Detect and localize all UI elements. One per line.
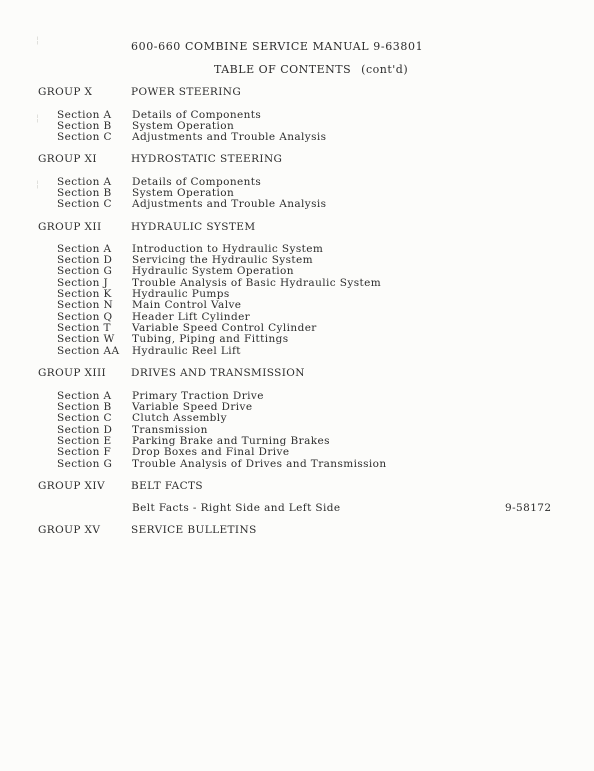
section-label: Section C — [57, 131, 112, 143]
section-label: Section N — [57, 299, 114, 311]
group-title: HYDRAULIC SYSTEM — [131, 221, 256, 233]
section-label: Section C — [57, 198, 112, 210]
section-title: Details of Components — [132, 109, 262, 121]
group-title: POWER STEERING — [131, 86, 242, 98]
section-title: Transmission — [132, 424, 208, 436]
section-label: Section J — [57, 277, 109, 289]
section-label: Section A — [57, 390, 112, 402]
section-title: System Operation — [132, 187, 235, 199]
section-title: Hydraulic Pumps — [132, 288, 230, 300]
group-row — [0, 153, 594, 167]
section-label: Section T — [57, 322, 111, 334]
group-label: GROUP X — [38, 86, 93, 98]
scan-mark: ¦ — [36, 36, 40, 46]
section-title: Variable Speed Drive — [132, 401, 253, 413]
section-label: Section B — [57, 401, 112, 413]
section-row — [0, 502, 594, 516]
section-title: Primary Traction Drive — [132, 390, 264, 402]
group-label: GROUP XV — [38, 524, 101, 536]
scan-mark: ¦ — [36, 180, 40, 190]
toc-continued-note: (cont'd) — [361, 63, 409, 76]
section-title: Tubing, Piping and Fittings — [132, 333, 289, 345]
section-title: System Operation — [132, 120, 235, 132]
section-label: Section A — [57, 109, 112, 121]
group-label: GROUP XII — [38, 221, 102, 233]
section-label: Section D — [57, 254, 113, 266]
section-label: Section A — [57, 243, 112, 255]
section-label: Section B — [57, 187, 112, 199]
group-row — [0, 367, 594, 381]
section-label: Section F — [57, 446, 112, 458]
section-label: Section G — [57, 265, 113, 277]
reference-number: 9-58172 — [505, 502, 552, 514]
section-title: Adjustments and Trouble Analysis — [132, 198, 327, 210]
section-title: Hydraulic Reel Lift — [132, 345, 241, 357]
section-label: Section AA — [57, 345, 120, 357]
section-title: Adjustments and Trouble Analysis — [132, 131, 327, 143]
section-title: Drop Boxes and Final Drive — [132, 446, 290, 458]
section-title: Variable Speed Control Cylinder — [132, 322, 317, 334]
group-row — [0, 86, 594, 100]
section-title: Parking Brake and Turning Brakes — [132, 435, 330, 447]
section-title: Introduction to Hydraulic System — [132, 243, 324, 255]
group-title: SERVICE BULLETINS — [131, 524, 257, 536]
group-title: BELT FACTS — [131, 480, 204, 492]
section-title: Servicing the Hydraulic System — [132, 254, 313, 266]
manual-title: 600-660 COMBINE SERVICE MANUAL 9-63801 — [131, 40, 424, 53]
section-label: Section W — [57, 333, 115, 345]
section-title: Main Control Valve — [132, 299, 242, 311]
section-label: Section E — [57, 435, 112, 447]
section-label: Section G — [57, 458, 113, 470]
section-row — [0, 345, 594, 359]
group-row — [0, 221, 594, 235]
group-title: HYDROSTATIC STEERING — [131, 153, 283, 165]
group-row — [0, 524, 594, 538]
section-label: Section D — [57, 424, 113, 436]
group-title: DRIVES AND TRANSMISSION — [131, 367, 305, 379]
section-title: Clutch Assembly — [132, 412, 227, 424]
section-label: Section Q — [57, 311, 113, 323]
section-row — [0, 458, 594, 472]
section-label: Section B — [57, 120, 112, 132]
scan-mark: ¦ — [36, 114, 40, 124]
toc-title: TABLE OF CONTENTS — [214, 63, 352, 76]
group-row — [0, 480, 594, 494]
section-title: Header Lift Cylinder — [132, 311, 251, 323]
section-title: Hydraulic System Operation — [132, 265, 294, 277]
section-title: Belt Facts - Right Side and Left Side — [132, 502, 341, 514]
toc-heading — [214, 63, 408, 76]
section-label: Section A — [57, 176, 112, 188]
group-label: GROUP XI — [38, 153, 97, 165]
section-title: Trouble Analysis of Drives and Transmission — [132, 458, 387, 470]
section-row — [0, 198, 594, 212]
section-label: Section K — [57, 288, 112, 300]
section-label: Section C — [57, 412, 112, 424]
section-title: Details of Components — [132, 176, 262, 188]
group-label: GROUP XIV — [38, 480, 105, 492]
group-label: GROUP XIII — [38, 367, 107, 379]
section-title: Trouble Analysis of Basic Hydraulic System — [132, 277, 382, 289]
section-row — [0, 131, 594, 145]
